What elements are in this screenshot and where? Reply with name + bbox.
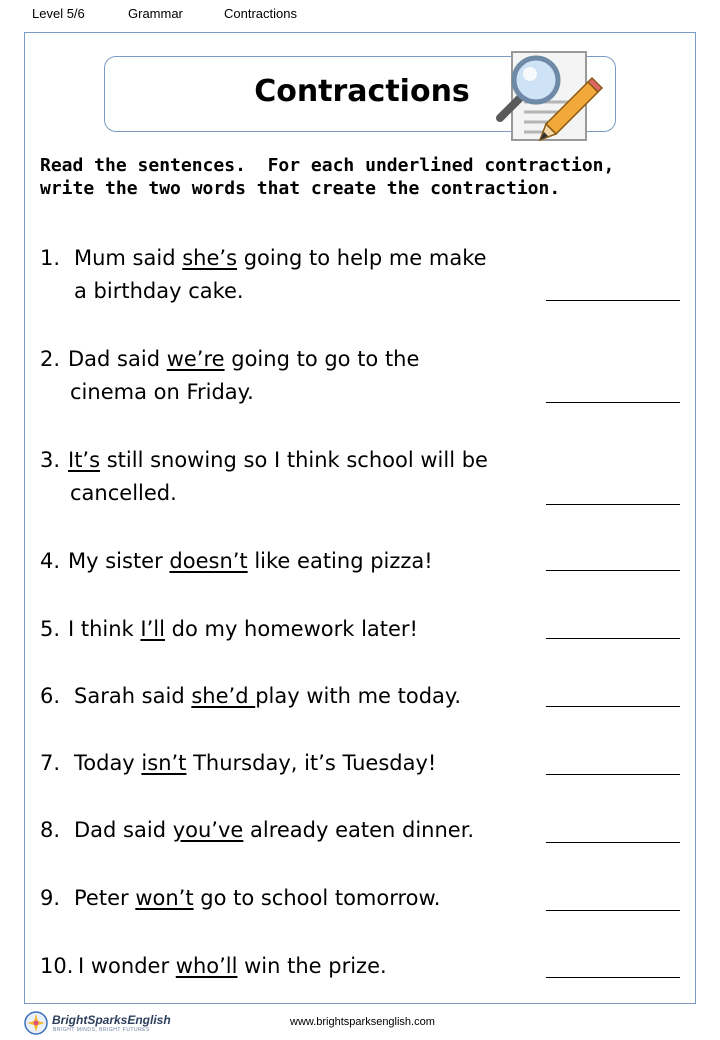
brightsparks-logo-icon <box>24 1011 48 1035</box>
question-7: 7. Today isn’t Thursday, it’s Tuesday! <box>40 751 437 775</box>
subject-label: Grammar <box>128 6 183 21</box>
question-4: 4. My sister doesn’t like eating pizza! <box>40 549 433 573</box>
answer-blank-3[interactable] <box>546 504 680 505</box>
answer-blank-4[interactable] <box>546 570 680 571</box>
answer-blank-6[interactable] <box>546 706 680 707</box>
contraction: I’ll <box>140 617 165 641</box>
level-label: Level 5/6 <box>32 6 85 21</box>
question-3: 3. It’s still snowing so I think school will be cancelled. <box>40 448 488 505</box>
answer-blank-10[interactable] <box>546 977 680 978</box>
answer-blank-7[interactable] <box>546 774 680 775</box>
answer-blank-1[interactable] <box>546 300 680 301</box>
question-6: 6. Sarah said she’d play with me today. <box>40 684 462 708</box>
question-2: 2. Dad said we’re going to go to the cinema on Friday. <box>40 347 420 404</box>
brand-logo <box>24 1010 184 1036</box>
contraction: It’s <box>68 448 101 472</box>
question-10: 10. I wonder who’ll win the prize. <box>40 954 387 978</box>
question-9: 9. Peter won’t go to school tomorrow. <box>40 886 441 910</box>
contraction: won’t <box>135 886 194 910</box>
footer-url[interactable]: www.brightsparksenglish.com <box>290 1016 435 1028</box>
answer-blank-2[interactable] <box>546 402 680 403</box>
contraction: you’ve <box>172 818 244 842</box>
magnifier-document-icon <box>492 46 604 146</box>
contraction: she’s <box>182 246 238 270</box>
contraction: doesn’t <box>169 549 248 573</box>
question-8: 8. Dad said you’ve already eaten dinner. <box>40 818 475 842</box>
answer-blank-5[interactable] <box>546 638 680 639</box>
brand-name: BrightSparksEnglish <box>52 1013 171 1027</box>
brand-tagline: BRIGHT MINDS, BRIGHT FUTURES <box>53 1027 150 1033</box>
contraction: she’d <box>191 684 256 708</box>
top-meta <box>0 6 720 24</box>
question-1: 1. Mum said she’s going to help me make a birthday cake. <box>40 246 487 303</box>
question-5: 5. I think I’ll do my homework later! <box>40 617 418 641</box>
answer-blank-8[interactable] <box>546 842 680 843</box>
answer-blank-9[interactable] <box>546 910 680 911</box>
contraction: isn’t <box>141 751 187 775</box>
page-title: Contractions <box>254 74 470 109</box>
contraction: we’re <box>166 347 225 371</box>
topic-label: Contractions <box>224 6 297 21</box>
instructions: Read the sentences. For each underlined contraction, write the two words that create the contraction. <box>40 155 615 199</box>
contraction: who’ll <box>175 954 238 978</box>
